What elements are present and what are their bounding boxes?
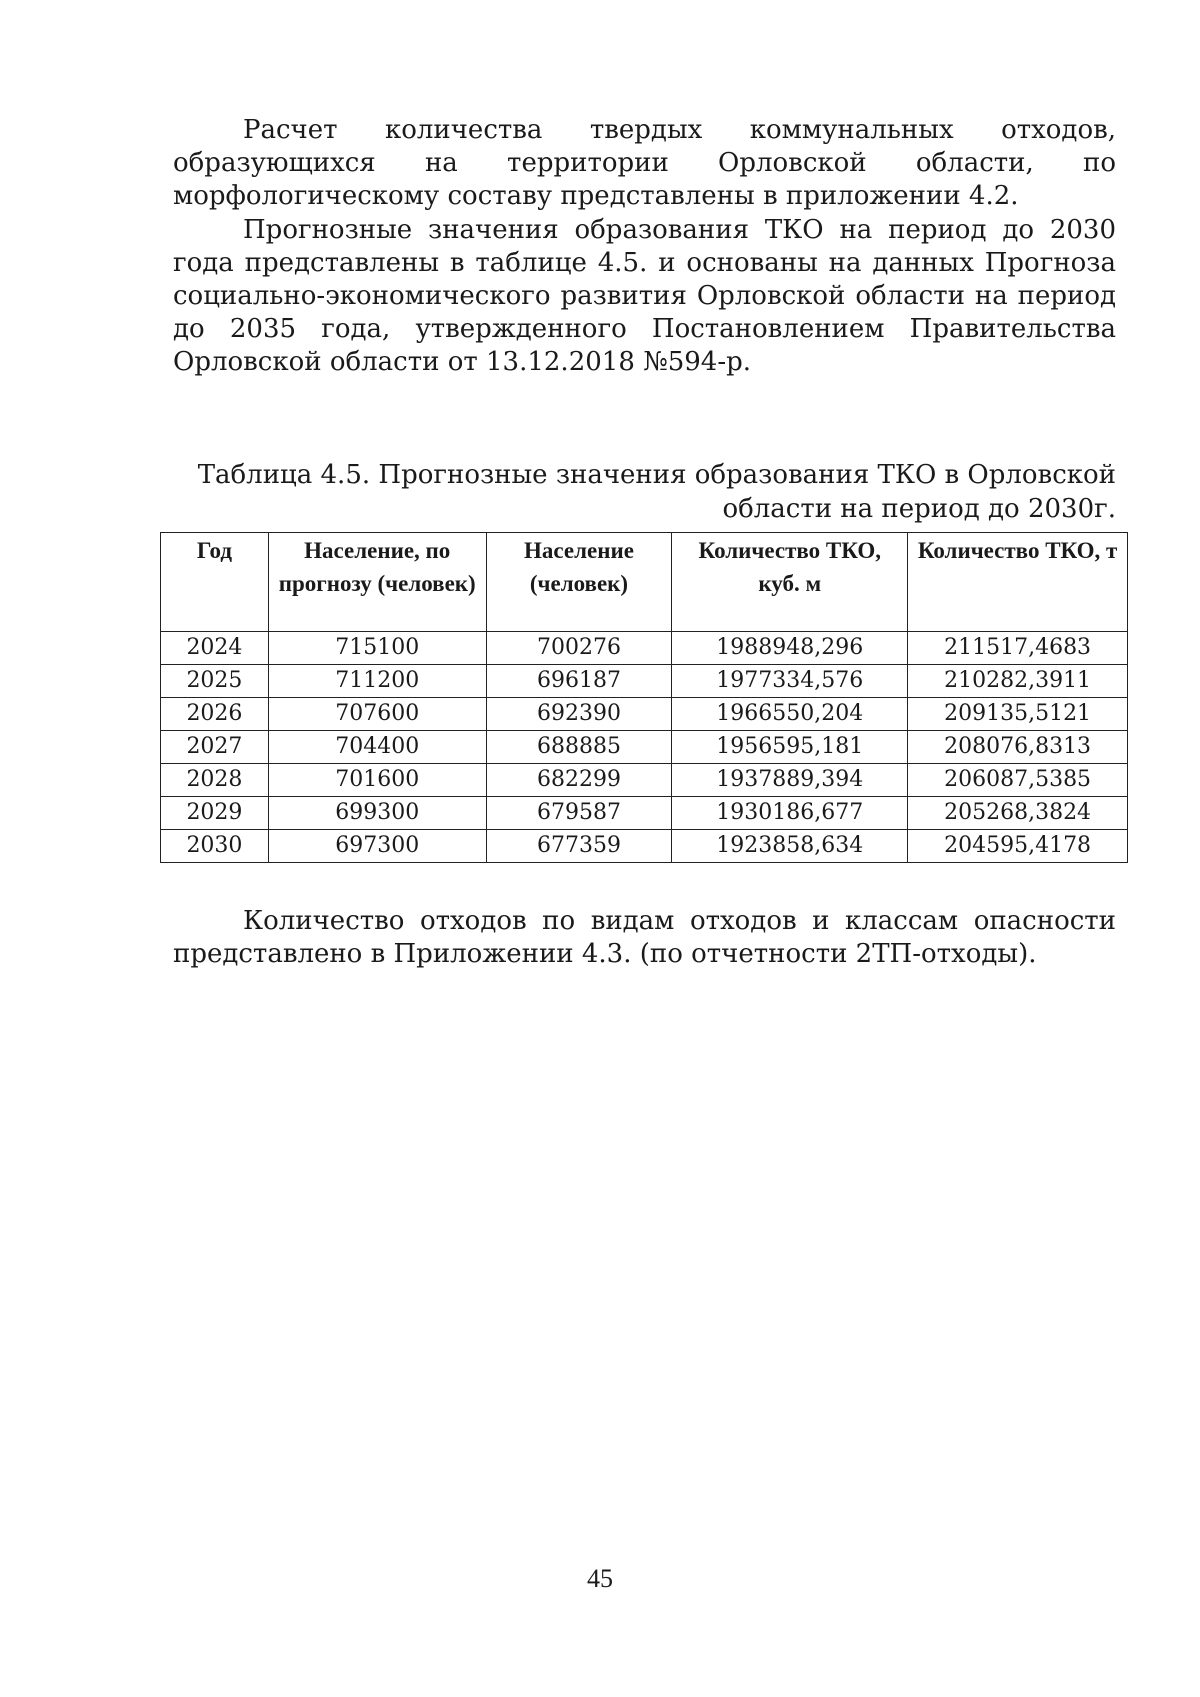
header-waste-volume: Количество ТКО, куб. м [672,533,908,632]
paragraph-morphology: Расчет количества твердых коммунальных отходов, образующихся на территории Орловской области, по морфологическому составу представлены в приложении 4.2. [173,115,1116,211]
table-row [161,764,1128,797]
cell-waste-mass: 204595,4178 [908,830,1128,863]
cell-waste-volume: 1977334,576 [672,665,908,698]
cell-population: 677359 [486,830,672,863]
header-waste-mass: Количество ТКО, т [908,533,1128,632]
cell-population-forecast: 697300 [268,830,486,863]
table-caption-line-1: Таблица 4.5. Прогнозные значения образования ТКО в Орловской [197,460,1116,490]
cell-waste-mass: 210282,3911 [908,665,1128,698]
paragraph-forecast: Прогнозные значения образования ТКО на период до 2030 года представлены в таблице 4.5. и основаны на данных Прогноза социально-экономического развития Орловской области на период до 2035 года, утвержденного Постановлением Правительства Орловской области от 13.12.2018 №594-р. [173,215,1116,377]
table-row [161,665,1128,698]
cell-waste-mass: 208076,8313 [908,731,1128,764]
cell-population-forecast: 701600 [268,764,486,797]
cell-population-forecast: 715100 [268,632,486,665]
cell-population-forecast: 711200 [268,665,486,698]
paragraph-hazard-classes: Количество отходов по видам отходов и классам опасности представлено в Приложении 4.3. (по отчетности 2ТП-отходы). [173,906,1116,969]
cell-waste-mass: 209135,5121 [908,698,1128,731]
page-number: 45 [587,1564,613,1593]
cell-population-forecast: 707600 [268,698,486,731]
table-row [161,698,1128,731]
table-caption-line-2: области на период до 2030г. [722,494,1116,524]
cell-year: 2029 [161,797,269,830]
cell-population: 688885 [486,731,672,764]
table-row [161,830,1128,863]
table-header-row [161,533,1128,632]
cell-population-forecast: 704400 [268,731,486,764]
table-row [161,797,1128,830]
cell-population: 679587 [486,797,672,830]
cell-waste-volume: 1988948,296 [672,632,908,665]
cell-waste-volume: 1966550,204 [672,698,908,731]
table-row [161,731,1128,764]
header-population: Население (человек) [486,533,672,632]
cell-waste-mass: 205268,3824 [908,797,1128,830]
cell-population: 696187 [486,665,672,698]
cell-year: 2026 [161,698,269,731]
header-population-forecast: Население, по прогнозу (человек) [268,533,486,632]
cell-population: 692390 [486,698,672,731]
cell-year: 2028 [161,764,269,797]
cell-year: 2025 [161,665,269,698]
cell-waste-volume: 1937889,394 [672,764,908,797]
cell-population: 700276 [486,632,672,665]
cell-year: 2024 [161,632,269,665]
cell-year: 2027 [161,731,269,764]
table-row [161,632,1128,665]
cell-waste-volume: 1930186,677 [672,797,908,830]
cell-waste-mass: 211517,4683 [908,632,1128,665]
cell-year: 2030 [161,830,269,863]
table-caption [173,458,1116,526]
cell-waste-volume: 1923858,634 [672,830,908,863]
forecast-table [160,532,1128,863]
header-year: Год [161,533,269,632]
cell-population: 682299 [486,764,672,797]
cell-waste-mass: 206087,5385 [908,764,1128,797]
cell-population-forecast: 699300 [268,797,486,830]
cell-waste-volume: 1956595,181 [672,731,908,764]
